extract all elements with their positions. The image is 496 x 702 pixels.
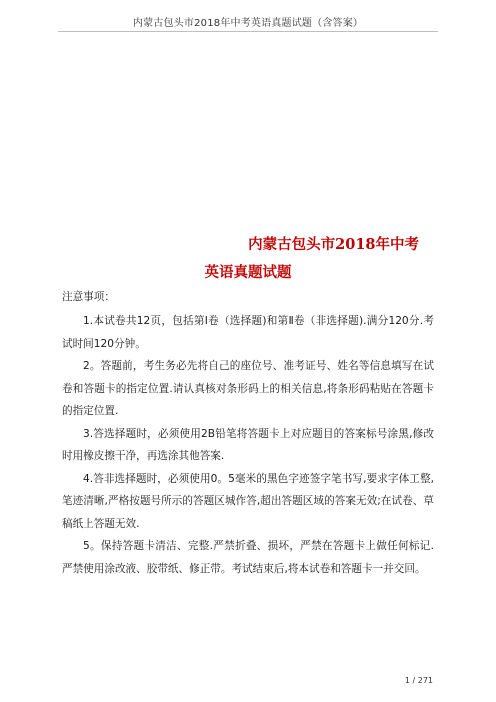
document-title-line1: 内蒙古包头市2018年中考 (248, 236, 419, 253)
note-item-5: 5。保持答题卡清洁、完整.严禁折叠、损坏，严禁在答题卡上做任何标记.严禁使用涂改液、胶带纸、修正带。考试结束后,将本试卷和答题卡一并交回。 (62, 540, 434, 575)
note-item-4: 4.答非选择题时，必须使用0。5毫米的黑色字迹签字笔书写,要求字体工整,笔迹清晰,严格按题号所示的答题区城作答,超出答题区域的答案无效;在试卷、草稿纸上答题无效. (62, 472, 434, 530)
header-divider (58, 31, 438, 32)
note-item-3: 3.答选择题时，必须使用2B铅笔将答题卡上对应题目的答案标号涂黑,修改时用橡皮擦干净，再选涂其他答案. (62, 427, 434, 462)
note-item-1: 1.本试卷共12页，包括第Ⅰ卷（选择题)和第Ⅱ卷（非选择题).满分120分.考试时间120分钟。 (62, 315, 434, 350)
page-number: 1 / 271 (404, 676, 433, 685)
page-header: 内蒙古包头市2018年中考英语真题试题（含答案） (132, 18, 364, 29)
note-item-2: 2。答题前，考生务必先将自己的座位号、准考证号、姓名等信息填写在试卷和答题卡的指定位置.请认真核对条形码上的相关信息,将条形码粘贴在答题卡的指定位置. (62, 360, 434, 417)
notes-heading: 注意事项： (62, 291, 115, 303)
document-title-line2: 英语真题试题 (204, 264, 292, 281)
notes-list (62, 310, 434, 580)
